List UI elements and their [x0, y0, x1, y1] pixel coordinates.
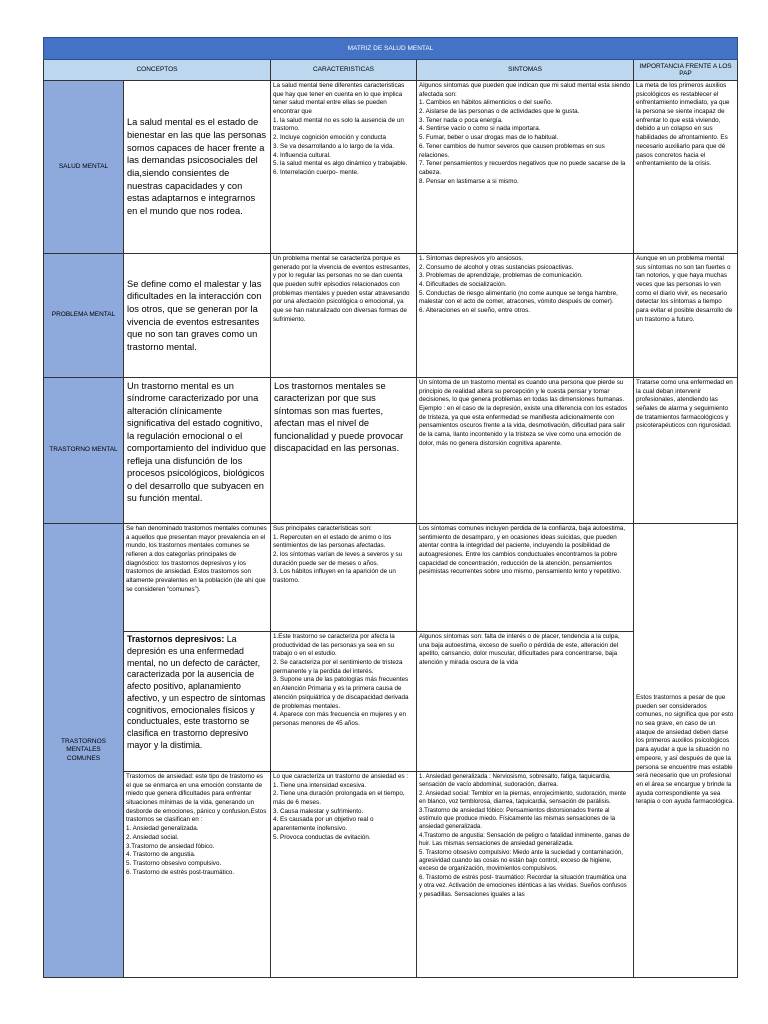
comunes-importancia: Estos trastornos a pesar de que pueden ser considerados comunes, no significa que por esto no sea grave, en caso de un ataque de ansiedad deben darse los primeros auxilios psicológicos para ayudar a que la situación no empeore, y así después de que la persona se encuentre mas estable será necesario que un profesional en el área se encargue y brinde la ayuda correspondiente ya sea terapia o con ayuda farmacológica.	[634, 524, 738, 978]
problema-sintoma-line: 5. Conductas de riesgo alimentario (no come aunque se tenga hambre, malestar con el acto de comer, atracones, vómito después de comer).	[419, 289, 618, 306]
ansiedad-concepto-line: 2. Ansiedad social.	[126, 833, 179, 841]
header-importancia: IMPORTANCIA FRENTE A LOS PAP	[634, 60, 738, 81]
ansiedad-concepto-line: 6. Trastorno de estrés post-traumático.	[126, 868, 235, 876]
ansiedad-concepto-line: Trastornos de ansiedad: este tipo de trastorno es el que se enmarca en una emoción constante de miedo que genera dificultades para enfrentar situaciones mínimas de la vida, generando un desborde de emociones, pánico y confusion.Estos trastornos se clasifican en :	[126, 773, 267, 824]
trastorno-importancia: Tratarse como una enfermedad en la cual deban intervenir profesionales, atendiendo las señales de alarma y seguimiento de tratamientos farmacológicos y psicoterapéuticos con rigurosidad.	[634, 378, 738, 524]
problema-sintoma-line: 3. Problemas de aprendizaje, problemas de comunicación.	[419, 272, 583, 280]
header-caracteristicas: CARACTERISTICAS	[271, 60, 417, 81]
ansiedad-sintoma-line: 6. Trastorno de estrés post- traumático: Recordar la situación traumática una y otra vez. Activación de emociones idénticas a las vividas. Sueños confusos y pesadillas. Sensaciones iguales a las	[419, 873, 627, 898]
depresivos-caract-line: 2. Se caracteriza por el sentimiento de tristeza permanente y la perdida del interés.	[273, 659, 403, 675]
comunes-concepto: Se han denominado trastornos mentales comunes a aquellos que presentan mayor prevalencia en el mundo, los trastornos mentales comunes se refieren a dos categorías principales de diagnóstico: los trastornos depresivos y los trastornos de ansiedad. Estos trastornos son altamente prevalentes en la población (de ahí que se consideren “comunes”).	[124, 524, 271, 632]
ansiedad-caract-line: 3. Causa malestar y sufrimiento.	[273, 807, 364, 815]
row-label-salud-mental: SALUD MENTAL	[44, 81, 124, 254]
depresivos-caract-line: 4. Aparece con más frecuencia en mujeres y en personas menores de 45 años.	[273, 711, 407, 727]
salud-sintoma-line: 1. Cambios en hábitos alimenticios o del sueño.	[419, 99, 553, 107]
salud-caract-line: 3. Se va desarrollando a lo largo de la vida.	[273, 142, 395, 150]
salud-sintoma-line: 6. Tener cambios de humor severos que causen problemas en sus relaciones.	[419, 142, 605, 159]
salud-sintoma-line: 2. Aislarse de las personas o de actividades que le gusta.	[419, 108, 580, 116]
row-label-problema-mental: PROBLEMA MENTAL	[44, 254, 124, 378]
ansiedad-caract-line: 4. Es causada por un objetivo real o aparentemente inofensivo.	[273, 816, 374, 833]
comunes-caract-line: Sus principales características son:	[273, 525, 372, 532]
salud-importancia: La meta de los primeros auxilios psicológicos es restablecer el enfrentamiento inmediato, ya que la persona se siente incapaz de enfrentar lo que está viviendo, debido a un colapso en sus habilidades de afrontamiento. Es necesario auxiliarlo para que dé pasos concretos hacia el enfrentamiento de la crisis.	[634, 81, 738, 254]
salud-caract-line: 6. Interrelación cuerpo- mente.	[273, 168, 359, 176]
depresivos-title: Trastornos depresivos:	[127, 634, 225, 644]
comunes-caracteristicas	[271, 524, 417, 632]
ansiedad-caract-line: 1. Tiene una intensidad excesiva.	[273, 781, 367, 789]
trastorno-caracteristicas: Los trastornos mentales se caracterizan por que sus síntomas son mas fuertes, afectan mas el nivel de funcionalidad y puede provocar discapacidad en las personas.	[271, 378, 417, 524]
comunes-caract-line: 2. los síntomas varían de leves a severos y su duración puede ser de meses o años.	[273, 551, 403, 567]
header-sintomas: SINTOMAS	[417, 60, 634, 81]
salud-sintoma-line: 7. Tener pensamientos y recuerdos negativos que no puede sacarse de la cabeza.	[419, 160, 626, 176]
salud-caract-line: 4. Influencia cultural.	[273, 151, 331, 159]
salud-caract-line: 5. la salud mental es algo dinámico y trabajable.	[273, 160, 408, 168]
problema-caracteristicas: Un problema mental se caracteriza porque es generado por la vivencia de eventos estresantes, y por lo regular las personas no se dan cuenta que pueden sufrir episodios relacionados con problemas mentales y pueden estar atravesando por una afectación psicológica o emocional, ya que se han naturalizado con diversas formas de sufrimiento.	[271, 254, 417, 378]
ansiedad-sintoma-line: 5. Trastorno obsesivo compulsivo: Miedo ante la suciedad y contaminación, agresividad cuando las cosas no están bajo control, exceso de higiene, exceso de organización, movimientos compulsivos.	[419, 848, 623, 873]
ansiedad-caract-line: 5. Provoca conductas de evitación.	[273, 833, 371, 841]
trastorno-concepto: Un trastorno mental es un síndrome caracterizado por una alteración clínicamente significativa del estado cognitivo, la regulación emocional o el comportamiento del individuo que refleja una disfunción de los procesos psicológicos, biológicos o del desarrollo que subyacen en su función mental.	[124, 378, 271, 524]
ansiedad-concepto-line: 1. Ansiedad generalizada.	[126, 825, 199, 833]
problema-sintomas	[417, 254, 634, 378]
problema-sintoma-line: 2. Consumo de alcohol y otras sustancias psicoactivas.	[419, 263, 574, 271]
depresivos-sintomas: Algunos síntomas son: falta de interés o de placer, tendencia a la culpa, una baja autoestima, exceso de sueño o pérdida de este, alteración del apetito, cansancio, dolor muscular, dificultades para concentrarse, baja atención y mirada oscura de la vida	[417, 632, 634, 772]
mental-health-matrix	[43, 37, 737, 978]
ansiedad-concepto-line: 3.Trastorno de ansiedad fóbico.	[126, 842, 215, 850]
ansiedad-concepto-line: 5. Trastorno obsesivo compulsivo.	[126, 859, 222, 867]
comunes-caract-line: 1. Repercuten en el estado de animo o los sentimientos de las personas afectadas.	[273, 533, 392, 550]
salud-sintoma-line: 8. Pensar en lastimarse a si mismo.	[419, 177, 519, 185]
row-label-trastorno-mental: TRASTORNO MENTAL	[44, 378, 124, 524]
ansiedad-concepto-line: 4. Trastorno de angustia.	[126, 851, 196, 859]
depresivos-caract-line: 1.Este trastorno se caracteriza por afecta la productividad de las personas ya sea en su trabajo o en el estudio.	[273, 633, 395, 658]
ansiedad-caract-line: 2. Tiene una duración prolongada en el tiempo, más de 6 meses.	[273, 790, 405, 807]
salud-concepto: La salud mental es el estado de bienestar en las que las personas somos capaces de hacer frente a las demandas psicosociales del dia,siendo consientes de nuestras capacidades y con estas adaptarnos e integrarnos en el mundo que nos rodea.	[124, 81, 271, 254]
depresivos-concepto	[124, 632, 271, 772]
salud-sintoma-line: 3. Tener nada o poca energía.	[419, 116, 503, 124]
comunes-caract-line: 3. Los hábitos influyen en la aparición de un trastorno.	[273, 568, 396, 585]
ansiedad-concepto	[124, 772, 271, 978]
problema-sintoma-line: 6. Alteraciones en el sueño, entre otros.	[419, 307, 530, 315]
ansiedad-sintoma-line: 3.Trastorno de ansiedad fóbico: Pensamientos distorsionados frente al estímulo que produce miedo. Físicamente las mismas sensaciones de la ansiedad generalizada.	[419, 806, 616, 831]
depresivos-caract-line: 3. Supone una de las patologías más frecuentes en Atención Primaria y es la primera causa de atención psiquiátrica y de discapacidad derivada de problemas mentales.	[273, 676, 409, 710]
depresivos-text: La depresión es una enfermedad mental, no un defecto de carácter, caracterizada por la ausencia de afecto positivo, aplanamiento afectivo, y un espectro de síntomas cognitivos, emocionales físicos y conductuales, este trastorno se clasifica en trastorno depresivo mayor y la distimia.	[127, 634, 266, 751]
row-label-line: COMUNES	[66, 754, 101, 762]
matrix-table	[43, 37, 738, 978]
trastorno-sintomas	[417, 378, 634, 524]
salud-caracteristicas	[271, 81, 417, 254]
problema-sintoma-line: 1. Síntomas depresivos y/o ansiosos.	[419, 255, 524, 262]
ansiedad-sintoma-line: 1. Ansiedad generalizada : Nerviosismo, sobresalto, fatiga, taquicardia, sensación de vacío abdominal, sudoración, diarrea.	[419, 773, 611, 789]
ansiedad-sintoma-line: 2. Ansiedad social: Temblor en la piernas, enrojecimiento, sudoración, mente en blanco, voz temblorosa, diarrea, taquicardia, sensación de parálisis.	[419, 789, 627, 806]
problema-sintoma-line: 4. Dificultades de socialización.	[419, 281, 507, 289]
ansiedad-caract-line: Lo que caracteriza un trastorno de ansiedad es :	[273, 773, 409, 780]
problema-concepto: Se define como el malestar y las dificultades en la interacción con los otros, que se generan por la vivencia de eventos estresantes que no son tan graves como un trastorno mental.	[124, 254, 271, 378]
salud-sintomas	[417, 81, 634, 254]
salud-caract-line: 2. Incluye cognición emoción y conducta	[273, 134, 387, 142]
trastorno-sintoma-line: Ejemplo : en el caso de la depresión, existe una diferencia con los estados de tristeza, ya que esta enfermedad se manifiesta adicionalmente con pensamientos oscuros frente a la vida, desmotivación, dificultad para salir de la cama, llanto incontenido y la tristeza se vive como una emoción de dolor, más no genera distorsión cognitiva aparente.	[419, 405, 628, 447]
ansiedad-sintoma-line: 4.Trastorno de angustia: Sensación de peligro o fatalidad inminente, ganas de huir. Las mismas sensaciones de ansiedad generalizada.	[419, 831, 630, 848]
salud-sintoma-line: 5. Fumar, beber o usar drogas mas de lo habitual.	[419, 134, 559, 142]
salud-sintoma-line: Algunos síntomas que pueden que indican que mi salud mental esta siendo afectada son:	[419, 82, 631, 98]
salud-caract-line: 1. la salud mental no es solo la ausencia de un trastorno.	[273, 116, 404, 133]
salud-caract-line: La salud mental tiene diferentes caracteristicas que hay que tener en cuenta en lo que implica tener salud mental entre ellas se pueden encontrar que	[273, 82, 405, 116]
problema-importancia: Aunque en un problema mental sus síntomas no son tan fuertes o tan notorios, y que haya muchas veces que las personas lo ven como el diario vivir, es necesario detectar los síntomas a tiempo para evitar el posible desarrollo de un trastorno a futuro.	[634, 254, 738, 378]
ansiedad-caracteristicas	[271, 772, 417, 978]
header-conceptos: CONCEPTOS	[44, 60, 271, 81]
salud-sintoma-line: 4. Sentirse vacío o como si nada importara.	[419, 125, 541, 133]
ansiedad-sintomas	[417, 772, 634, 978]
row-label-line: TRASTORNOS MENTALES	[60, 738, 107, 754]
matrix-title: MATRIZ DE SALUD MENTAL	[44, 38, 738, 60]
row-label-trastornos-comunes	[44, 524, 124, 978]
depresivos-caracteristicas	[271, 632, 417, 772]
trastorno-sintoma-line: Un síntoma de un trastorno mental es cuando una persona que pierde su principio de realidad altera su percepción y le cuesta pensar y tomar decisiones, lo que genera problemas en todas las dimensiones humanas.	[419, 379, 625, 404]
comunes-sintomas: Los síntomas comunes incluyen perdida de la confianza, baja autoestima, sentimiento de desamparo, y en ocasiones ideas suicidas, que pueden atentar contra la integridad del paciente, incluyendo la posibilidad de autoagresiones. Entre los cambios conductuales encontramos la pobre capacidad de concentración, reducción de la atención, pensamientos pesimistas recurrentes sobre uno mismo, pensamiento lento y repetitivo.	[417, 524, 634, 632]
